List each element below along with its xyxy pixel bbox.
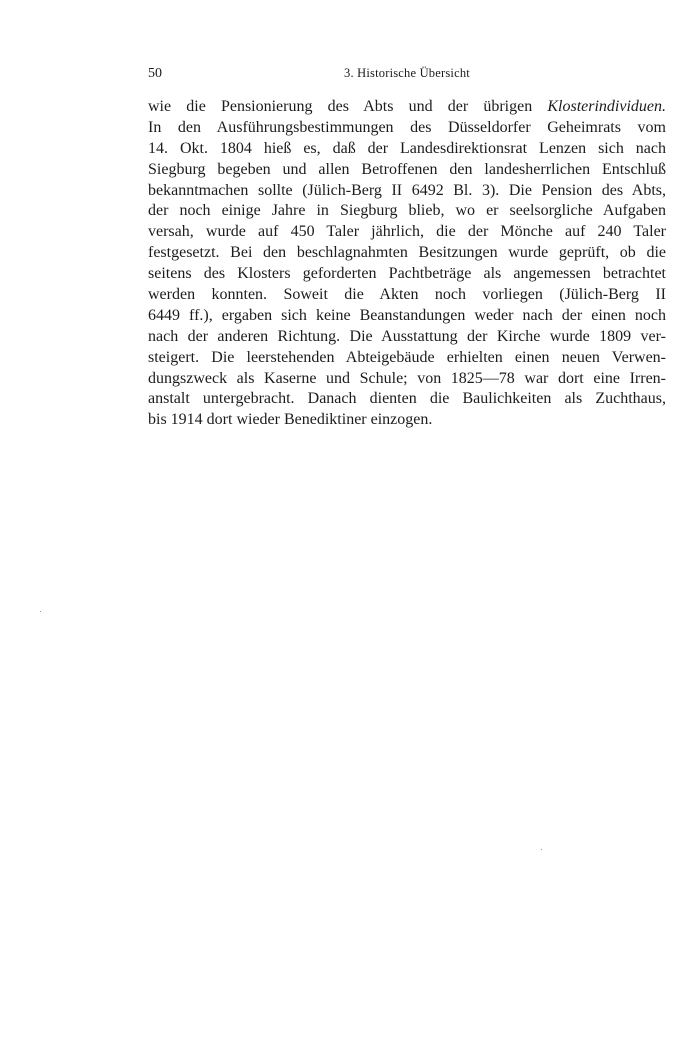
scan-speck <box>40 611 41 612</box>
text-line: wie die Pensionierung des Abts und der übrigen Klosterindividuen. <box>148 98 666 115</box>
text-line: der noch einige Jahre in Siegburg blieb, wo er seelsorgliche Aufgaben <box>148 202 666 220</box>
text-line: steigert. Die leerstehenden Abteigebäude erhielten einen neuen Verwen- <box>148 348 666 366</box>
text-line: dungszweck als Kaserne und Schule; von 1825—78 war dort eine Irren- <box>148 369 666 387</box>
body-paragraph <box>148 97 666 431</box>
text-line: In den Ausführungsbestimmungen des Düsseldorfer Geheimrats vom <box>148 118 666 136</box>
text-line: seitens des Klosters geforderten Pachtbeträge als angemessen betrachtet <box>148 265 666 283</box>
italic-term: Klosterindividuen. <box>547 98 666 115</box>
text-line: Siegburg begeben und allen Betroffenen den landesherrlichen Entschluß <box>148 160 666 178</box>
running-head <box>148 66 666 86</box>
scan-speck <box>541 849 542 850</box>
text-line: versah, wurde auf 450 Taler jährlich, die der Mönche auf 240 Taler <box>148 223 666 241</box>
text-line: anstalt untergebracht. Danach dienten die Baulichkeiten als Zuchthaus, <box>148 390 666 408</box>
text-line: werden konnten. Soweit die Akten noch vorliegen (Jülich-Berg II <box>148 286 666 304</box>
section-title: 3. Historische Übersicht <box>344 66 470 80</box>
text-line: 6449 ff.), ergaben sich keine Beanstandungen weder nach der einen noch <box>148 306 666 324</box>
page-number: 50 <box>148 66 162 81</box>
text-line: 14. Okt. 1804 hieß es, daß der Landesdirektionsrat Lenzen sich nach <box>148 139 666 157</box>
text-line: bekanntmachen sollte (Jülich-Berg II 6492 Bl. 3). Die Pension des Abts, <box>148 181 666 199</box>
text-line: nach der anderen Richtung. Die Ausstattung der Kirche wurde 1809 ver- <box>148 327 666 345</box>
text-line: bis 1914 dort wieder Benediktiner einzogen. <box>148 411 433 429</box>
text-line: festgesetzt. Bei den beschlagnahmten Besitzungen wurde geprüft, ob die <box>148 244 666 262</box>
